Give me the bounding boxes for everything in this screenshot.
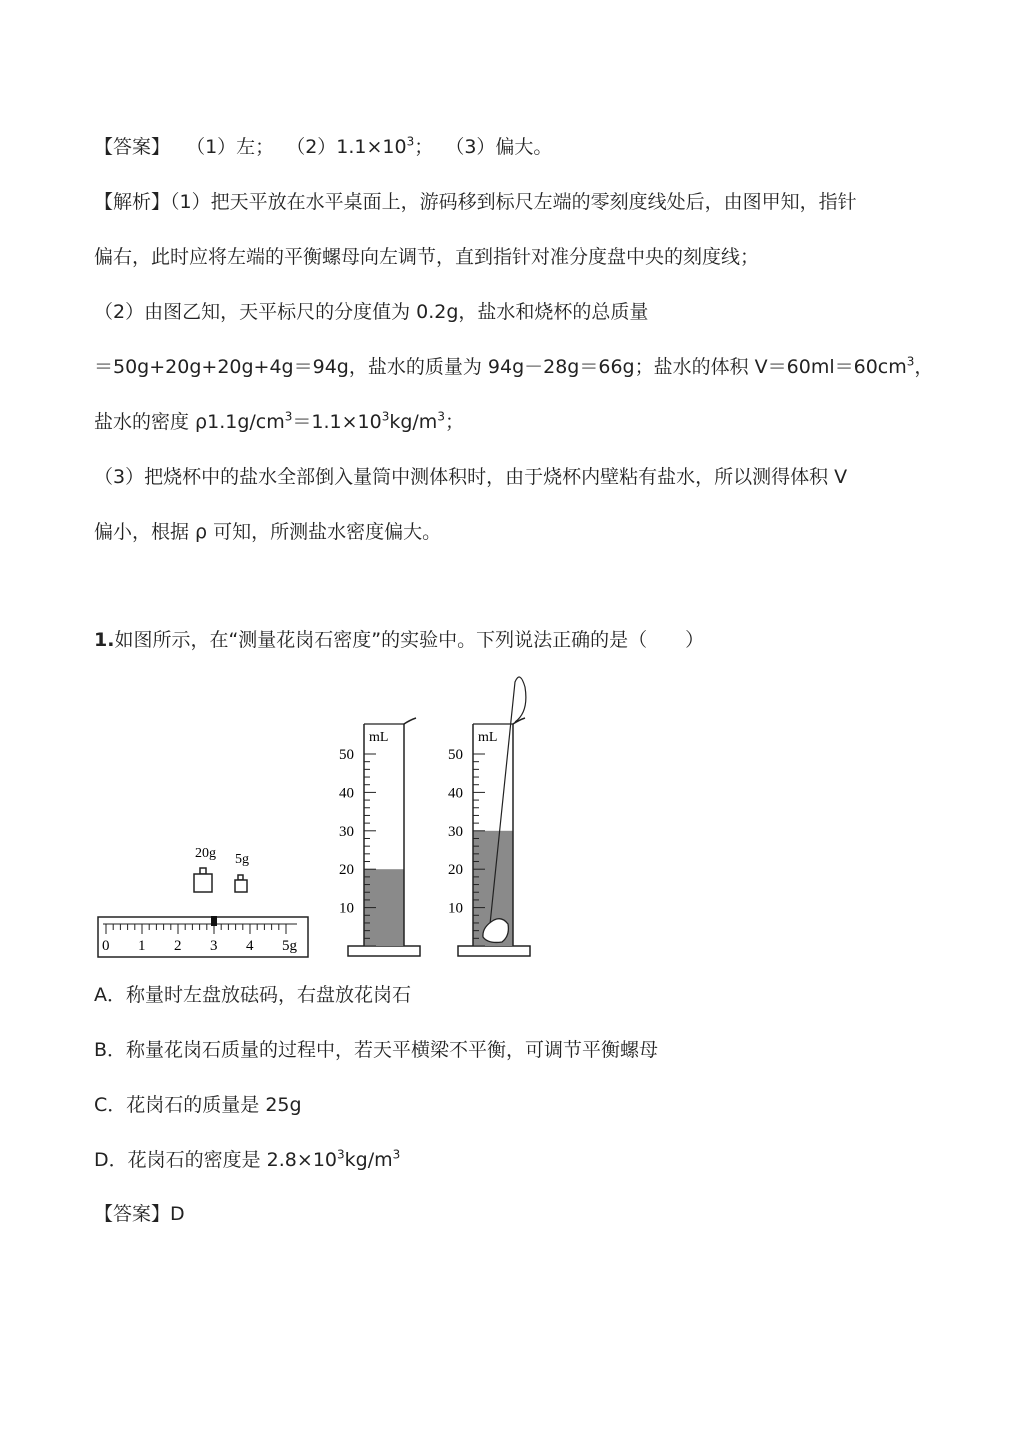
answer-part-3: （3）偏大。 bbox=[445, 136, 553, 158]
option-a[interactable] bbox=[94, 982, 411, 1008]
option-d-exp-1: 3 bbox=[337, 1147, 345, 1162]
analysis-p2-line2-text: ＝50g+20g+20g+4g＝94g，盐水的质量为 94g－28g＝66g；盐水的体积 V＝60ml＝60cm bbox=[94, 356, 907, 378]
answer-part-2-sep: ； bbox=[414, 136, 434, 158]
density-exp-1: 3 bbox=[284, 409, 293, 424]
cylinder-scale-label: 40 bbox=[448, 785, 463, 802]
ruler-label: 4 bbox=[246, 938, 254, 954]
ruler-rider bbox=[211, 916, 217, 926]
ruler-label: 1 bbox=[138, 938, 146, 954]
ruler-label: 5g bbox=[282, 938, 297, 954]
option-d-text: 花岗石的密度是 2.8×10 bbox=[127, 1149, 337, 1171]
weight-20g-icon bbox=[194, 868, 212, 892]
analysis-text: （1）把天平放在水平桌面上，游码移到标尺左端的零刻度线处后，由图甲知，指针 bbox=[170, 191, 857, 213]
cylinder-scale-label: 20 bbox=[339, 862, 354, 879]
cylinder-scale-label: 10 bbox=[339, 900, 354, 917]
weight-20g-label: 20g bbox=[195, 846, 216, 861]
question-answer-label: 【答案】 bbox=[94, 1203, 171, 1225]
analysis-label: 【解析】 bbox=[94, 191, 171, 213]
option-c-key: C． bbox=[94, 1094, 127, 1116]
analysis-p1-line1 bbox=[94, 189, 857, 215]
analysis-p1-line2: 偏右，此时应将左端的平衡螺母向左调节，直到指针对准分度盘中央的刻度线； bbox=[94, 246, 760, 268]
density-exp-2: 3 bbox=[381, 409, 390, 424]
density-text-3: kg/m bbox=[389, 411, 438, 433]
cylinder-scale-label: 30 bbox=[448, 823, 463, 840]
option-b[interactable] bbox=[94, 1037, 658, 1063]
weight-5g-label: 5g bbox=[235, 852, 249, 867]
question-number: 1. bbox=[94, 629, 115, 651]
analysis-p2-line2-end: ， bbox=[914, 356, 934, 378]
option-c-text: 花岗石的质量是 25g bbox=[126, 1094, 302, 1116]
analysis-p2-line1: （2）由图乙知，天平标尺的分度值为 0.2g，盐水和烧杯的总质量 bbox=[94, 301, 649, 323]
answer-label: 【答案】 bbox=[94, 136, 171, 158]
ruler-label: 2 bbox=[174, 938, 182, 954]
density-text-1: 盐水的密度 ρ1.1g/cm bbox=[94, 411, 285, 433]
experiment-figure bbox=[92, 672, 542, 968]
ruler-label: 3 bbox=[210, 938, 218, 954]
option-c[interactable] bbox=[94, 1092, 302, 1118]
answer-part-1: （1）左； bbox=[186, 136, 275, 158]
figure-svg bbox=[92, 672, 542, 964]
analysis-p2-line2 bbox=[94, 354, 933, 380]
analysis-p3-line2: 偏小，根据 ρ 可知，所测盐水密度偏大。 bbox=[94, 521, 442, 543]
cylinder-scale-label: 40 bbox=[339, 785, 354, 802]
option-d-exp-2: 3 bbox=[392, 1147, 401, 1162]
option-d-mid: kg/m bbox=[344, 1149, 393, 1171]
weight-5g-icon bbox=[235, 875, 247, 892]
balance-ruler bbox=[98, 916, 308, 957]
question-text: 如图所示，在“测量花岗石密度”的实验中。下列说法正确的是（ ） bbox=[114, 629, 705, 651]
cylinder-scale-label: 10 bbox=[448, 900, 463, 917]
measuring-cylinder-2 bbox=[448, 677, 530, 956]
ruler-label: 0 bbox=[102, 938, 110, 954]
question-answer bbox=[94, 1201, 185, 1227]
density-exp-3: 3 bbox=[437, 409, 445, 424]
density-text-4: ； bbox=[444, 411, 464, 433]
cylinder-1-unit: mL bbox=[369, 730, 389, 745]
cylinder-scale-label: 30 bbox=[339, 823, 354, 840]
prev-answer-line bbox=[94, 134, 552, 160]
analysis-p2-line2-exponent: 3 bbox=[906, 354, 915, 369]
cylinder-scale-label: 50 bbox=[339, 747, 354, 763]
analysis-p2-line3 bbox=[94, 409, 464, 435]
question-answer-value: D bbox=[170, 1203, 185, 1225]
option-d[interactable] bbox=[94, 1147, 400, 1173]
answer-part-2: （2）1.1×10 bbox=[286, 136, 407, 158]
option-a-key: A． bbox=[94, 984, 126, 1006]
option-d-key: D． bbox=[94, 1149, 128, 1171]
option-a-text: 称量时左盘放砝码，右盘放花岗石 bbox=[126, 984, 412, 1006]
density-text-2: ＝1.1×10 bbox=[292, 411, 382, 433]
cylinder-scale-label: 50 bbox=[448, 747, 463, 763]
cylinder-scale-label: 20 bbox=[448, 862, 463, 879]
answer-part-2-exponent: 3 bbox=[406, 134, 415, 149]
option-b-text: 称量花岗石质量的过程中，若天平横梁不平衡，可调节平衡螺母 bbox=[126, 1039, 659, 1061]
measuring-cylinder-1 bbox=[339, 718, 420, 956]
question-stem bbox=[94, 627, 704, 653]
option-b-key: B． bbox=[94, 1039, 127, 1061]
analysis-p3-line1: （3）把烧杯中的盐水全部倒入量筒中测体积时，由于烧杯内壁粘有盐水，所以测得体积 V bbox=[94, 466, 848, 488]
cylinder-2-unit: mL bbox=[478, 730, 498, 745]
